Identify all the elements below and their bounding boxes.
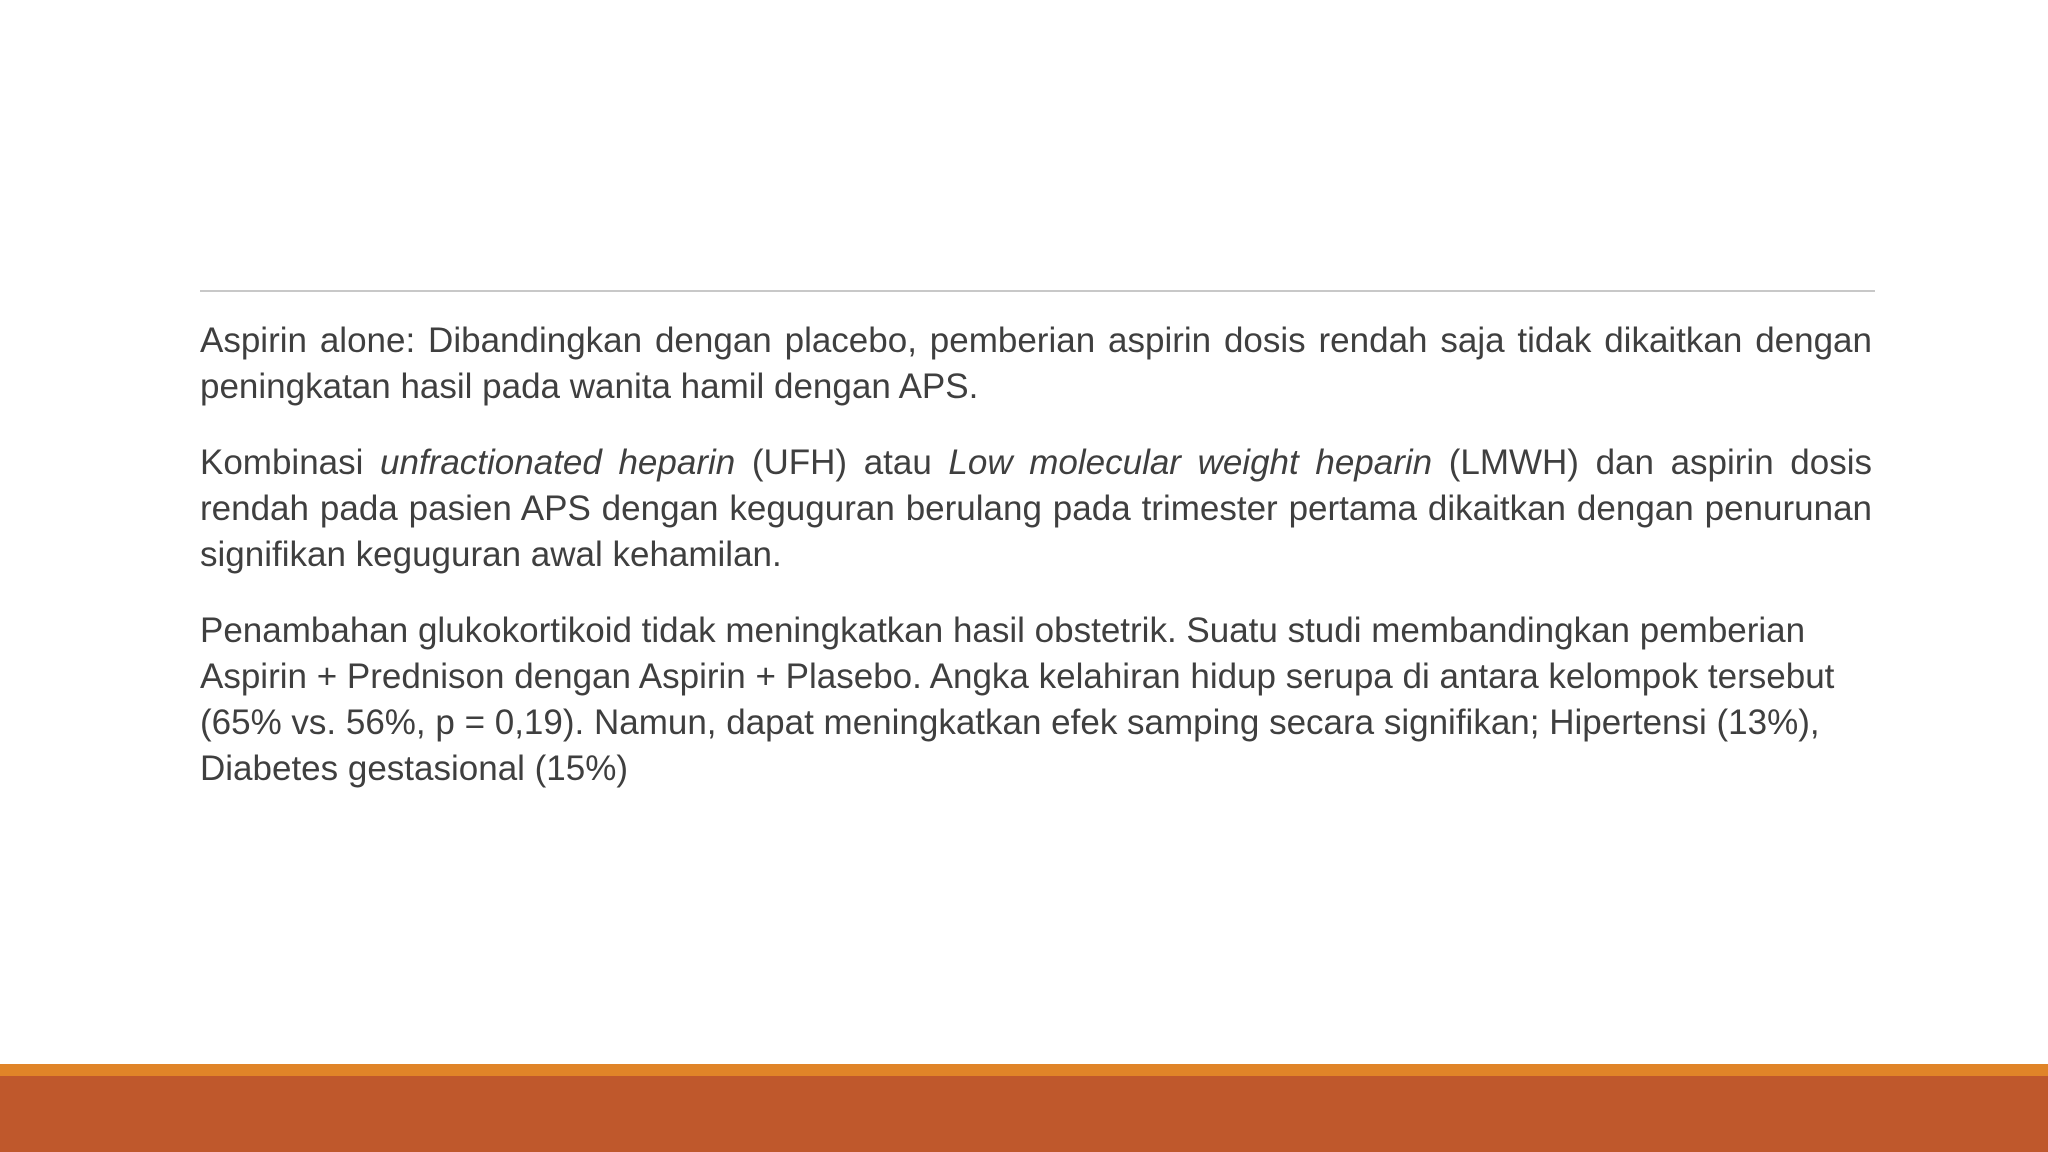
footer-band bbox=[0, 1076, 2048, 1152]
paragraph-text-segment: (UFH) atau bbox=[735, 443, 949, 482]
paragraph-text-segment: Kombinasi bbox=[200, 443, 381, 482]
title-divider-line bbox=[200, 290, 1875, 292]
footer-accent-stripe bbox=[0, 1064, 2048, 1076]
paragraph-aspirin-alone: Aspirin alone: Dibandingkan dengan placebo, pemberian aspirin dosis rendah saja tidak dikaitkan dengan peningkatan hasil pada wanita hamil dengan APS. bbox=[200, 321, 1872, 406]
paragraph-combination-heparin bbox=[200, 440, 1872, 578]
paragraph-text-segment: (LMWH) dan aspirin dosis rendah pada pasien APS dengan keguguran berulang pada trimester pertama dikaitkan dengan penurunan signifikan keguguran awal kehamilan. bbox=[200, 443, 1872, 574]
slide-body bbox=[200, 318, 1872, 822]
italic-term-ufh: unfractionated heparin bbox=[380, 443, 736, 482]
paragraph-glucocorticoid: Penambahan glukokortikoid tidak meningkatkan hasil obstetrik. Suatu studi membandingkan pemberian Aspirin + Prednison dengan Aspirin + Plasebo. Angka kelahiran hidup serupa di antara kelompok tersebut (65% vs. 56%, p = 0,19). Namun, dapat meningkatkan efek samping secara signifikan; Hipertensi (13%), Diabetes gestasional (15%) bbox=[200, 611, 1835, 788]
italic-term-lmwh: Low molecular weight heparin bbox=[948, 443, 1433, 482]
